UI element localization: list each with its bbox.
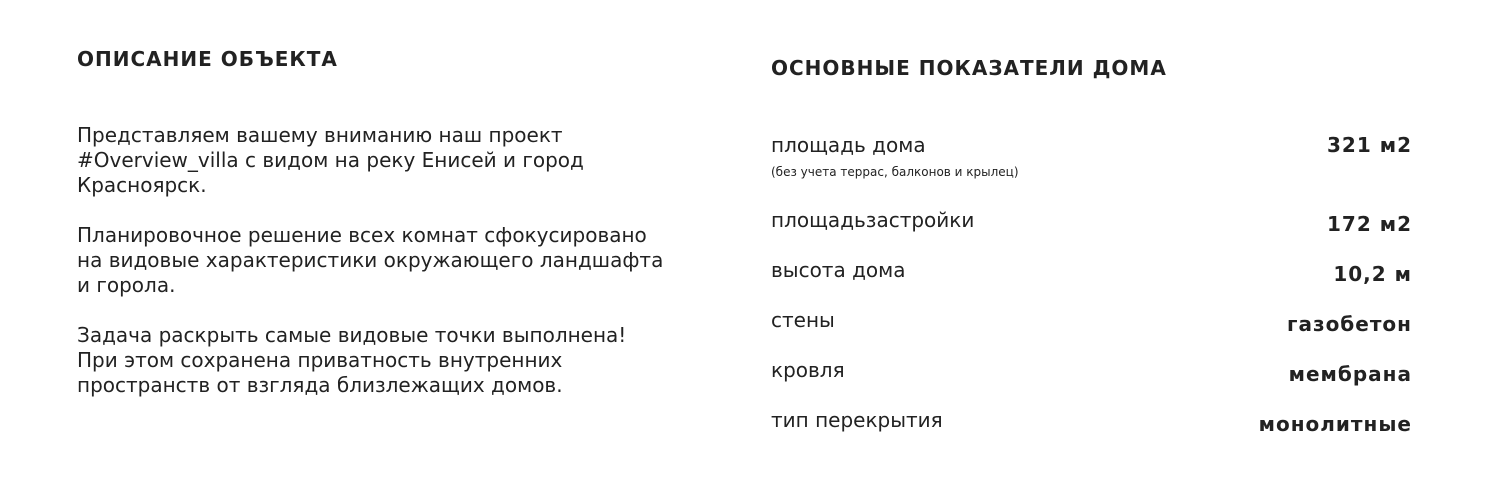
house-indicators-title: ОСНОВНЫЕ ПОКАЗАТЕЛИ ДОМА [771,56,1167,80]
indicator-row-house-area [771,133,1412,208]
indicator-label: площадь дома [771,133,926,157]
indicator-value: 172 м2 [1327,212,1412,236]
description-paragraph-task: Задача раскрыть самые видовые точки выполнена! При этом сохранена приватность внутренних пространств от взгляда близлежащих домов. [77,323,627,397]
indicator-value: газобетон [1287,312,1412,336]
description-paragraph-intro: Представляем вашему вниманию наш проект #Overview_villa с видом на реку Енисей и город Красноярск. [77,123,584,197]
indicator-label: кровля [771,358,845,382]
indicator-label: площадьзастройки [771,208,975,232]
indicator-value: 321 м2 [1327,133,1412,157]
indicator-row-floor-type [771,408,1412,458]
indicator-value: мембрана [1288,362,1412,386]
object-description-title: ОПИСАНИЕ ОБЪЕКТА [77,47,338,71]
object-description-text [77,123,697,398]
indicator-label: высота дома [771,258,906,282]
description-paragraph-layout: Планировочное решение всех комнат сфокусировано на видовые характеристики окружающего ландшафта и горола. [77,223,664,297]
house-indicators-section [771,56,1412,458]
indicator-note: (без учета террас, балконов и крылец) [771,165,1019,179]
indicator-value: монолитные [1258,412,1412,436]
indicator-label: тип перекрытия [771,408,943,432]
indicator-row-house-height [771,258,1412,308]
indicator-row-roof [771,358,1412,408]
object-description-section [77,47,697,423]
indicator-row-building-area [771,208,1412,258]
indicators-list [771,133,1412,458]
indicator-value: 10,2 м [1333,262,1412,286]
indicator-row-walls [771,308,1412,358]
indicator-label: стены [771,308,835,332]
